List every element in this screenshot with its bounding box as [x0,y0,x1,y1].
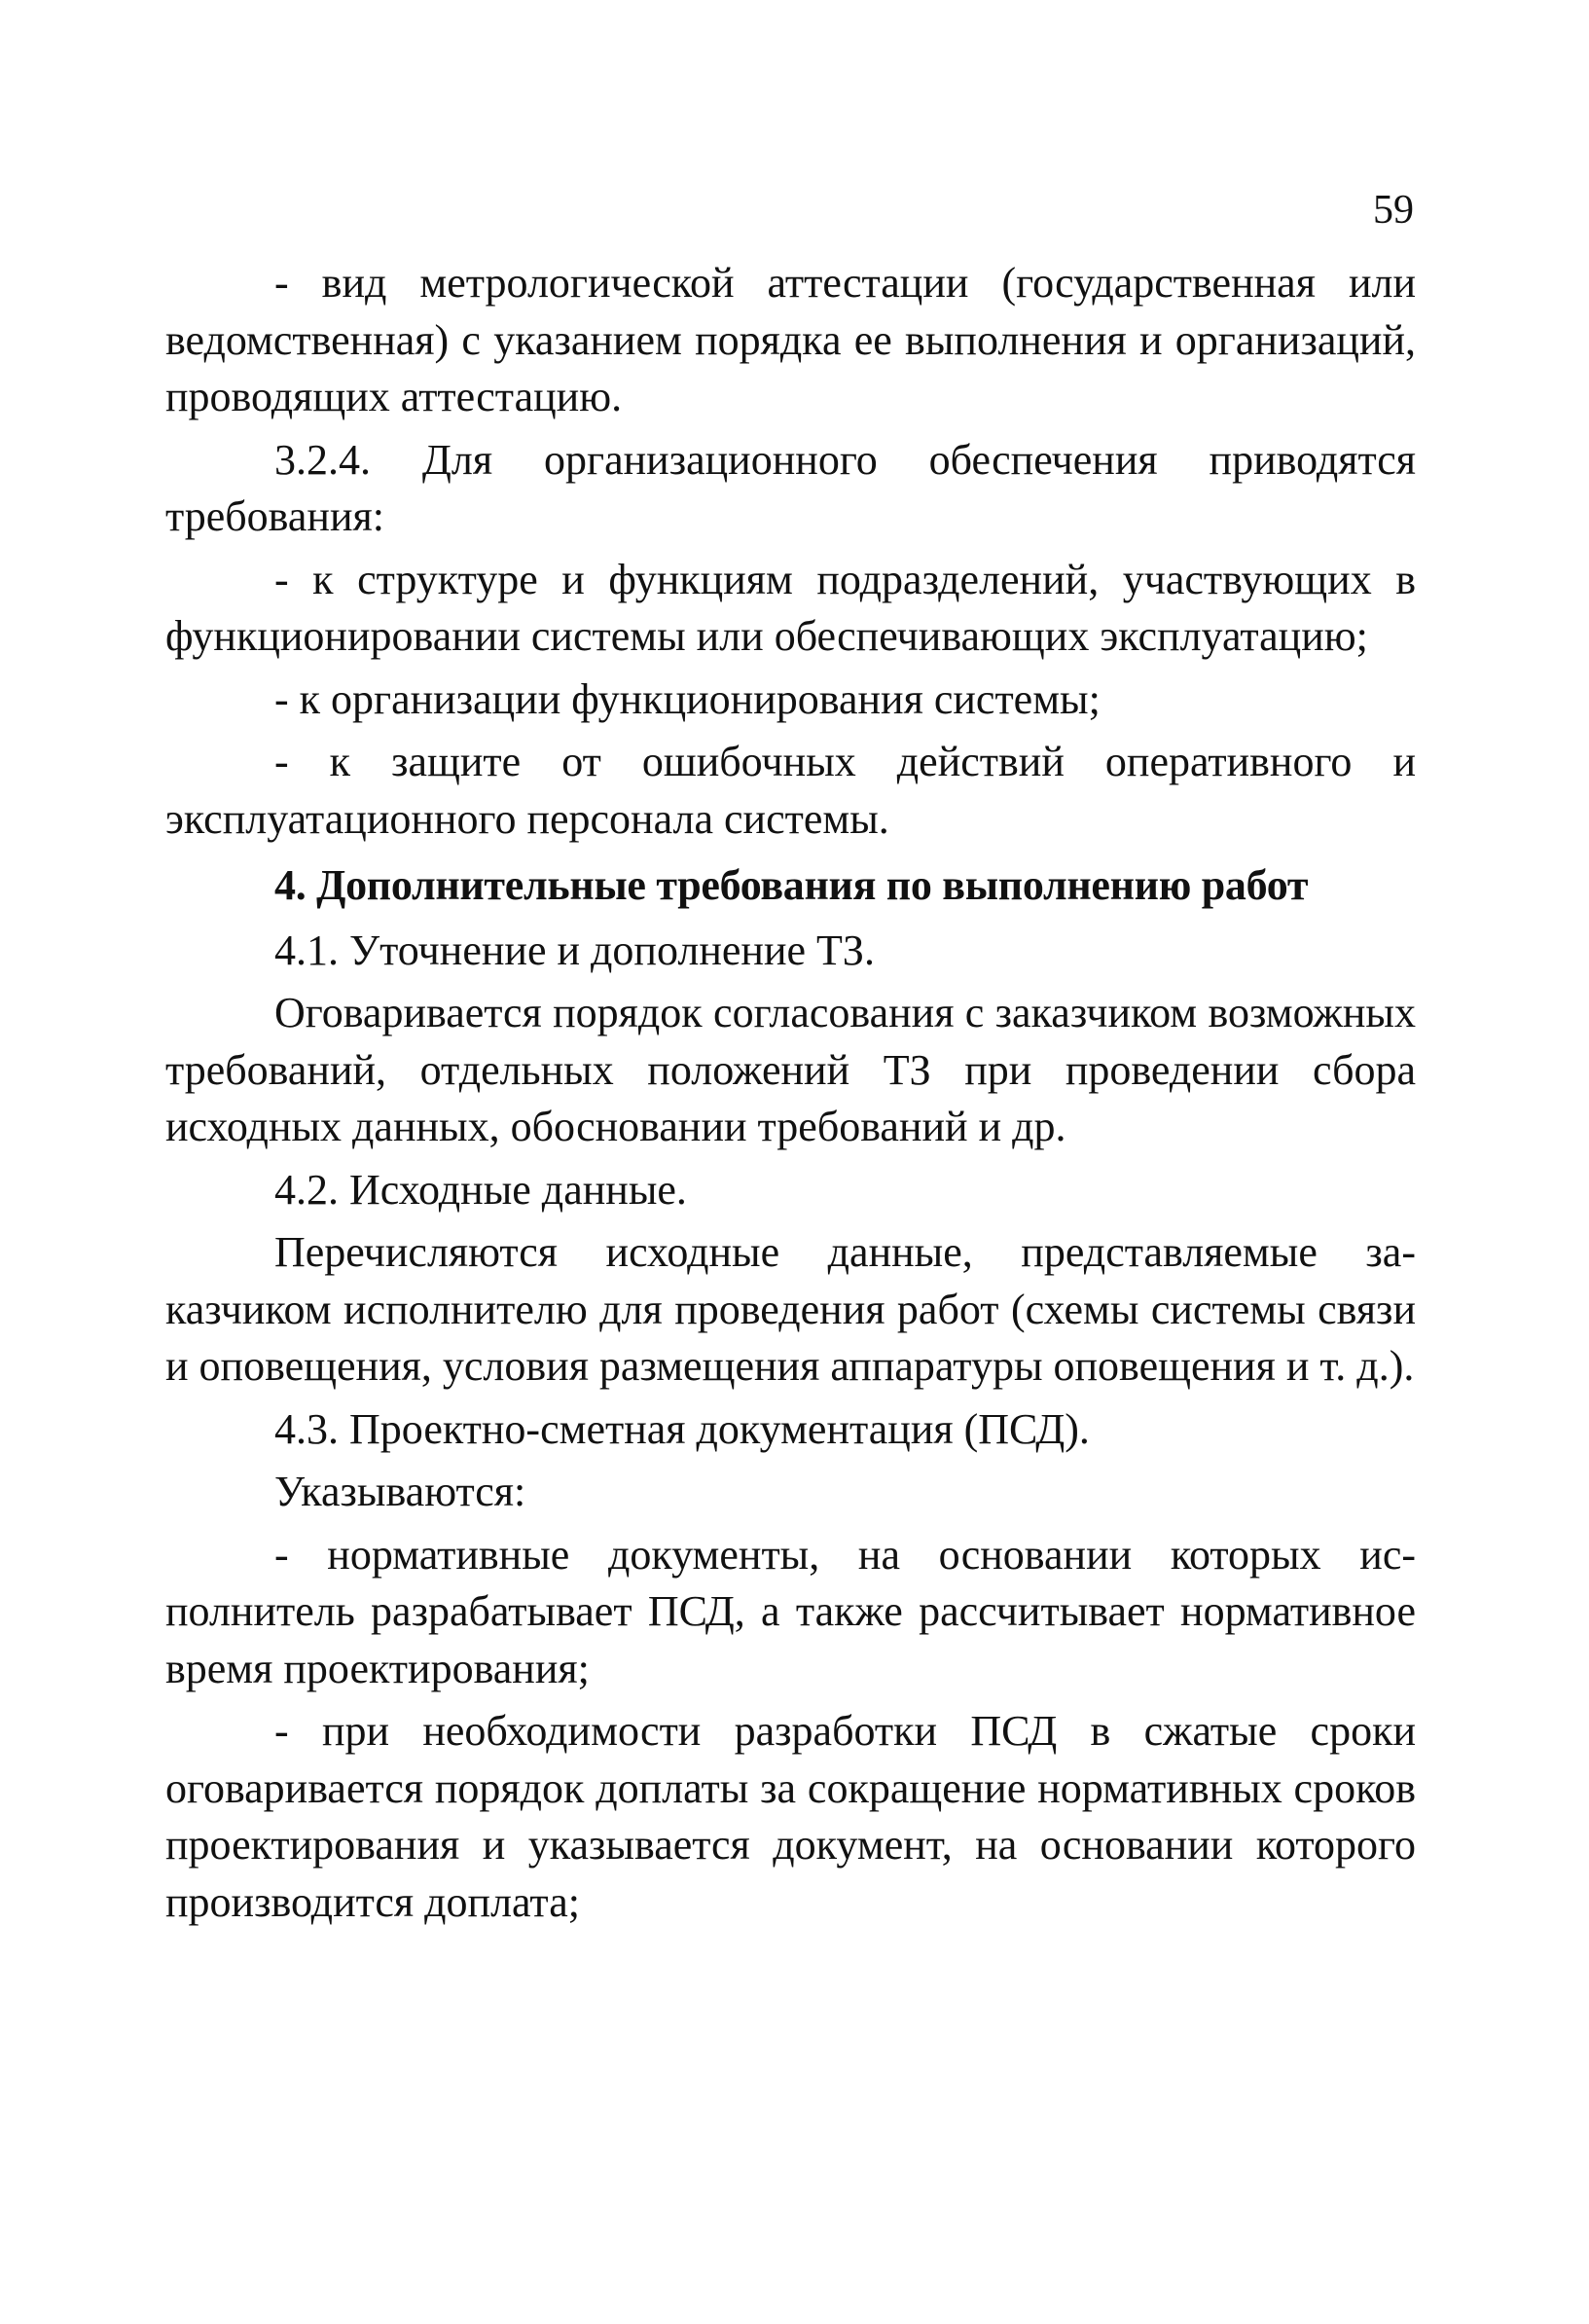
section-heading: 4. Дополнительные требования по выполнению работ [274,861,1309,909]
paragraph: Указываются: [274,1468,526,1515]
paragraph: Оговаривается порядок согласования с заказчиком возможных требований, отдельных положений ТЗ при проведении сбора исходных данных, обосновании требований и др. [165,989,1416,1150]
paragraph: - к организации функционирования системы; [274,674,1101,723]
paragraph: - к защите от ошибочных действий оперативного и эксплуатационного персонала системы. [165,738,1416,843]
paragraph: 4.1. Уточнение и дополнение ТЗ. [274,926,875,974]
paragraph: - при необходимости разработки ПСД в сжатые сроки оговаривается порядок доплаты за сокращение нормативных сроков проектирования и указывается документ, на основании которого производится доплата; [165,1707,1416,1926]
paragraph: 4.2. Исходные данные. [274,1165,687,1214]
paragraph: - к структуре и функциям подразделений, участвующих в функционировании системы или обеспечивающих эксплуатацию; [165,555,1416,660]
page-number: 59 [1373,188,1414,233]
paragraph: 4.3. Проектно-сметная документация (ПСД). [274,1404,1090,1453]
paragraph: - вид метрологической аттестации (государственная или ведомственная) с указанием порядка ее выполнения и организаций, проводящих аттестацию. [165,259,1416,420]
page-content [165,255,1416,1937]
paragraph: Перечисляются исходные данные, представляемые заказчиком исполнителю для проведения работ (схемы системы связи и оповещения, условия размещения аппаратуры оповещения и т. д.). [165,1228,1416,1390]
paragraph: 3.2.4. Для организационного обеспечения приводятся требования: [165,435,1416,540]
paragraph: - нормативные документы, на основании которых исполнитель разрабатывает ПСД, а также рассчитывает нормативное время проектирования; [165,1530,1416,1692]
